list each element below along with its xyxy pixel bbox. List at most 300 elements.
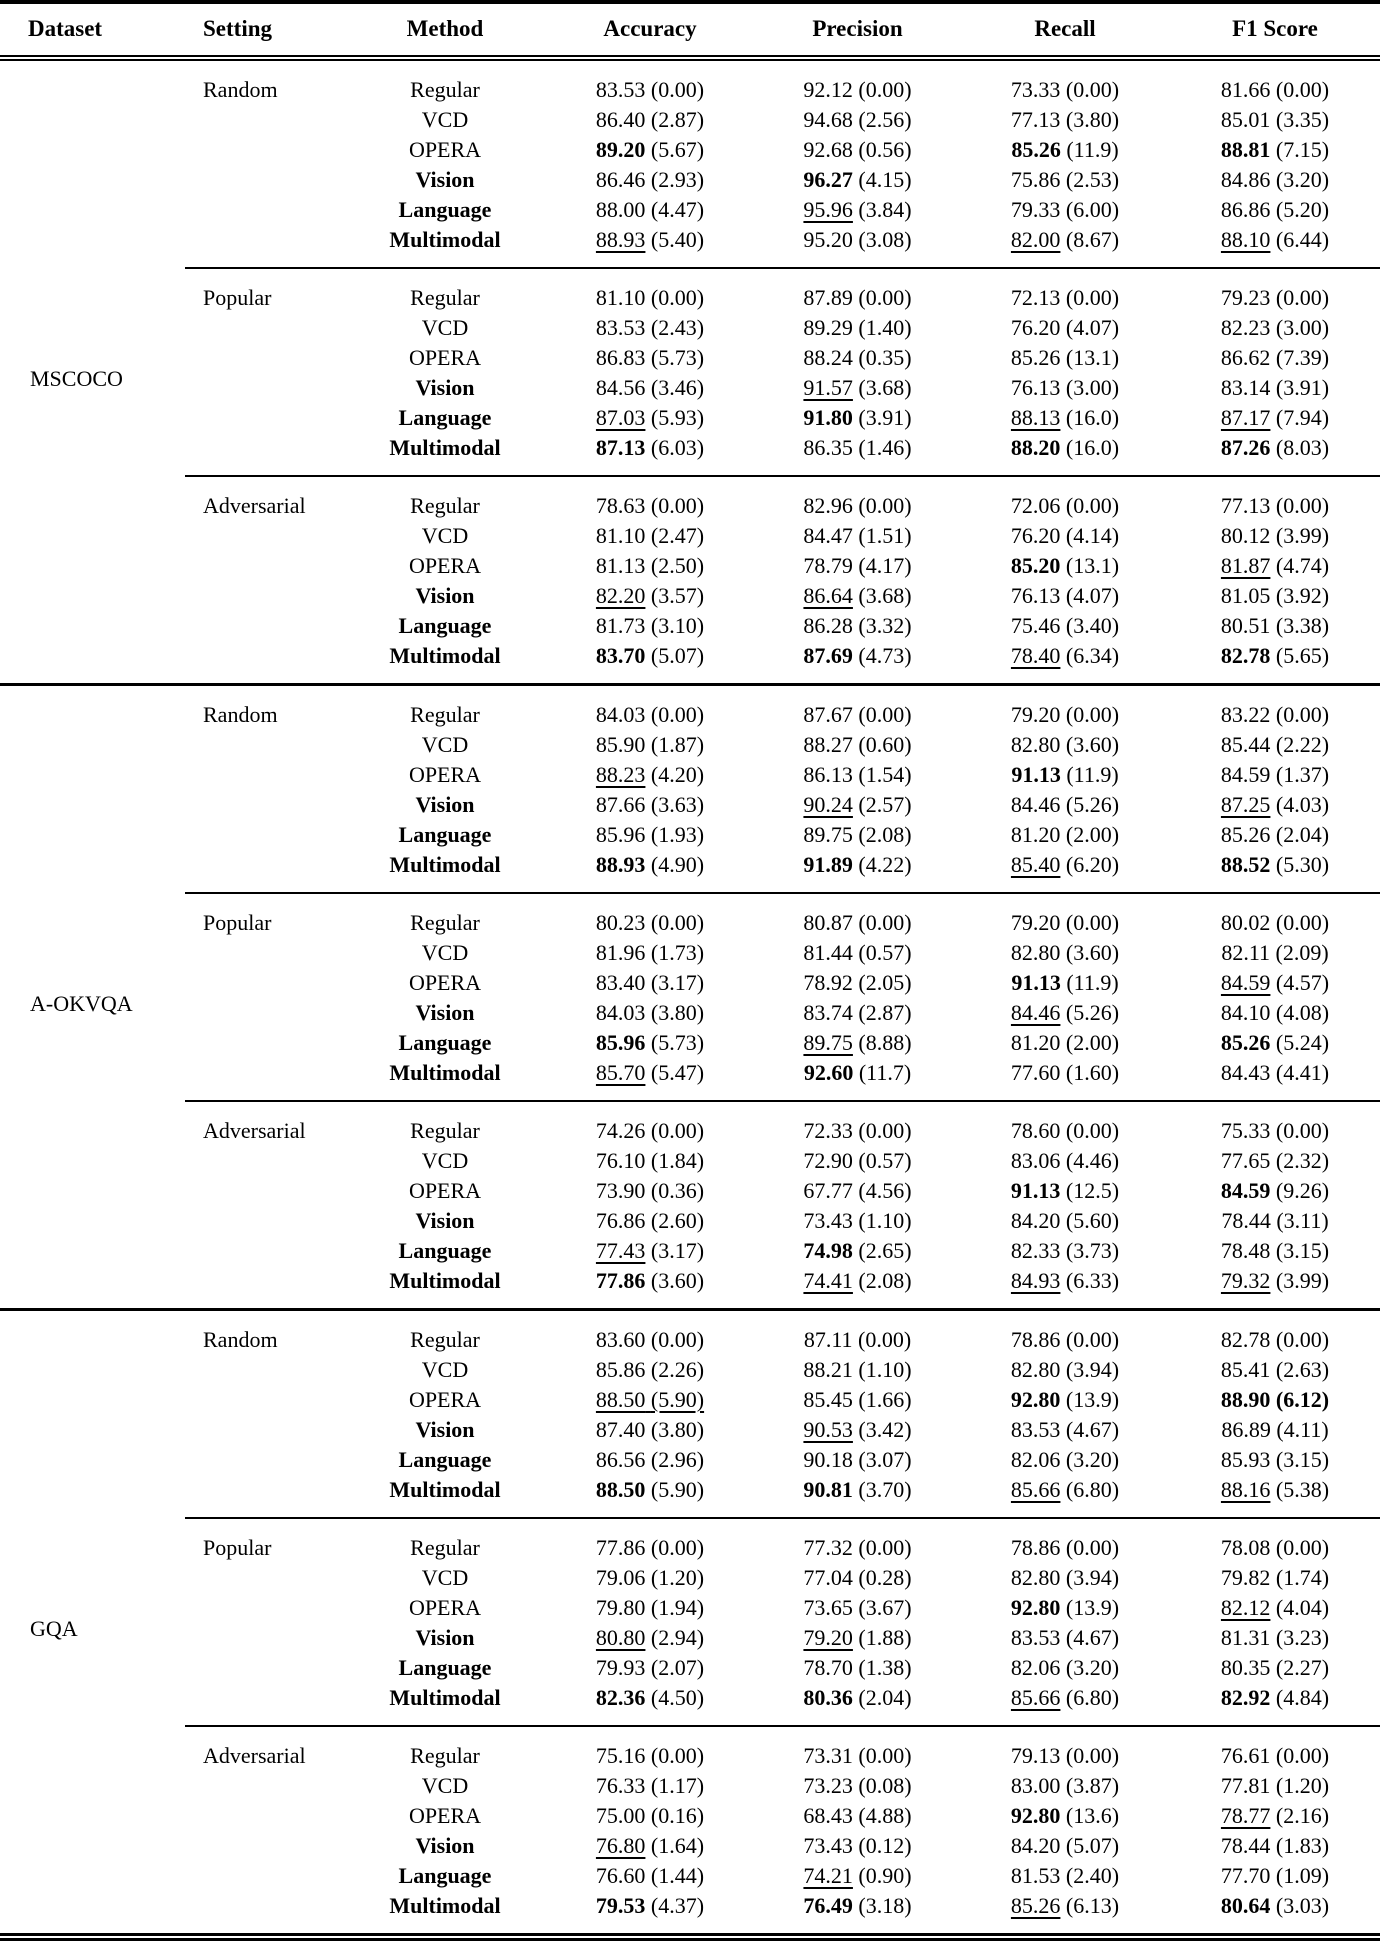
metric-std: (3.20) [1065,1655,1120,1680]
metric-value: 86.56 [595,1447,646,1472]
metric-cell [1170,1266,1380,1310]
metric-std: (4.88) [858,1803,912,1828]
metric-cell [1170,1445,1380,1475]
metric-value: 76.13 [1010,583,1061,608]
metric-cell [545,1831,755,1861]
metric-cell [960,373,1170,403]
metric-value: 82.12 [1220,1595,1271,1620]
metric-cell-text [803,345,911,370]
metric-value: 76.60 [595,1863,646,1888]
method-label-regular: Regular [345,1310,545,1356]
metric-cell [755,373,960,403]
metric-std: (4.84) [1275,1685,1330,1710]
method-label-multimodal: Multimodal [389,643,501,668]
metric-cell [545,165,755,195]
metric-cell [545,1683,755,1726]
metric-value: 90.53 [803,1417,853,1442]
metric-value: 83.14 [1220,375,1271,400]
metric-cell [960,1355,1170,1385]
metric-value: 91.89 [803,852,853,877]
metric-cell [755,1563,960,1593]
method-label-language: Language [398,1030,492,1055]
metric-cell [545,1771,755,1801]
metric-value: 92.80 [1010,1595,1061,1620]
metric-cell [1170,343,1380,373]
metric-value: 89.75 [803,1030,853,1055]
metric-cell [1170,938,1380,968]
metric-cell [1170,1861,1380,1891]
metric-std: (1.54) [858,762,912,787]
metric-cell-text [1011,1060,1119,1085]
metric-std: (3.70) [858,1477,912,1502]
method-label-vision: Vision [415,583,475,608]
method-label-vcd: VCD [421,1773,469,1798]
metric-std: (3.94) [1065,1565,1120,1590]
metric-std: (0.00) [1275,1743,1330,1768]
metric-value: 85.45 [803,1387,853,1412]
metric-std: (4.04) [1275,1595,1330,1620]
metric-cell-text [1011,167,1119,192]
metric-value: 92.12 [803,77,853,102]
metric-cell [755,893,960,938]
metric-cell-text [596,732,704,757]
metric-cell-text [1221,583,1329,608]
metric-value: 81.10 [595,523,646,548]
metric-std: (8.03) [1275,435,1330,460]
metric-value: 74.21 [803,1863,853,1888]
metric-value: 79.23 [1220,285,1271,310]
metric-value: 78.63 [595,493,646,518]
metric-std: (0.00) [650,1743,705,1768]
metric-value: 79.53 [595,1893,646,1918]
metric-value: 78.77 [1220,1803,1271,1828]
metric-std: (5.60) [1065,1208,1120,1233]
metric-cell [960,433,1170,476]
metric-cell-text [803,1447,911,1472]
metric-std: (4.57) [1275,970,1330,995]
metric-cell-text [803,1595,911,1620]
metric-value: 79.32 [1220,1268,1271,1293]
metric-cell [1170,476,1380,521]
metric-value: 82.20 [595,583,646,608]
metric-value: 81.66 [1220,77,1271,102]
metric-value: 86.62 [1220,345,1271,370]
metric-std: (0.00) [650,285,705,310]
metric-std: (1.73) [650,940,705,965]
metric-std: (1.93) [650,822,705,847]
metric-cell-text [1221,227,1329,252]
metric-cell [755,850,960,893]
metric-std: (1.64) [650,1833,705,1858]
method-label-regular: Regular [345,1726,545,1771]
metric-cell [755,1355,960,1385]
metric-cell-text [1221,1000,1329,1025]
metric-value: 86.46 [595,167,646,192]
dataset-label-gqa: GQA [0,1310,185,1938]
metric-cell [960,968,1170,998]
metric-std: (1.10) [858,1208,912,1233]
metric-cell [755,1623,960,1653]
metric-std: (4.90) [650,852,705,877]
metric-value: 84.03 [595,702,646,727]
metric-cell [755,1028,960,1058]
metric-std: (1.17) [650,1773,705,1798]
metric-std: (5.73) [650,1030,705,1055]
metric-cell-text [1221,1655,1329,1680]
metric-cell [545,313,755,343]
metric-value: 73.43 [803,1208,853,1233]
metric-value: 84.20 [1010,1833,1061,1858]
metric-std: (5.07) [1065,1833,1120,1858]
method-label-opera: OPERA [408,553,482,578]
metric-std: (1.38) [858,1655,912,1680]
metric-value: 82.11 [1221,940,1271,965]
method-label-vcd: VCD [421,1148,469,1173]
metric-cell-text [1221,1685,1329,1710]
metric-cell [545,1563,755,1593]
metric-cell-text [1011,77,1119,102]
metric-cell [755,313,960,343]
metric-value: 88.24 [803,345,853,370]
setting-label-random: Random [185,1310,345,1519]
metric-cell-text [1221,493,1329,518]
metric-value: 84.43 [1220,1060,1271,1085]
metric-cell [545,1475,755,1518]
dataset-group-gqa [0,1310,1380,1938]
metric-cell [960,58,1170,105]
metric-cell-text [803,1655,911,1680]
metric-cell-text [596,792,704,817]
metric-cell [755,551,960,581]
metric-cell-text [1221,970,1329,995]
metric-std: (13.9) [1065,1387,1120,1412]
metric-value: 88.00 [595,197,646,222]
metric-cell-text [596,1447,704,1472]
metric-std: (1.46) [858,435,912,460]
metric-cell-text [1011,1685,1119,1710]
metric-std: (0.00) [858,1118,912,1143]
metric-value: 73.23 [803,1773,853,1798]
metric-cell [755,1310,960,1356]
metric-cell [545,1385,755,1415]
metric-cell [1170,225,1380,268]
metric-cell-text [1011,227,1119,252]
metric-std: (0.00) [858,285,912,310]
metric-cell [960,165,1170,195]
metric-cell [755,760,960,790]
metric-cell [755,476,960,521]
metric-cell-text [1011,1000,1119,1025]
metric-cell-text [596,613,704,638]
metric-cell [960,1415,1170,1445]
metric-value: 79.93 [595,1655,646,1680]
metric-cell [960,1623,1170,1653]
metric-value: 85.86 [595,1357,646,1382]
metric-std: (5.38) [1275,1477,1330,1502]
metric-cell [1170,1355,1380,1385]
metric-std: (1.10) [858,1357,912,1382]
metric-cell [1170,521,1380,551]
metric-cell [960,476,1170,521]
metric-std: (0.00) [858,77,912,102]
metric-cell-text [596,493,704,518]
metric-cell-text [803,1535,911,1560]
metric-value: 75.46 [1010,613,1061,638]
metric-value: 76.80 [595,1833,646,1858]
metric-std: (0.00) [1275,285,1330,310]
metric-cell-text [596,1060,704,1085]
metric-std: (1.66) [858,1387,912,1412]
metric-cell-text [1011,1565,1119,1590]
metric-cell-text [1011,1357,1119,1382]
metric-value: 88.50 [595,1387,646,1412]
metric-value: 86.64 [803,583,853,608]
metric-std: (6.44) [1275,227,1330,252]
metric-std: (3.15) [1275,1447,1330,1472]
metric-value: 82.96 [803,493,853,518]
table-header [0,2,1380,58]
metric-std: (3.91) [1275,375,1330,400]
column-header-setting: Setting [185,2,345,58]
metric-value: 82.36 [595,1685,646,1710]
method-label-language: Language [398,405,492,430]
metric-cell [755,1176,960,1206]
metric-cell [1170,760,1380,790]
metric-cell [755,1518,960,1563]
metric-std: (1.09) [1275,1863,1330,1888]
metric-cell [1170,1310,1380,1356]
metric-std: (0.00) [650,493,705,518]
metric-std: (4.50) [650,1685,705,1710]
method-label-vision: Vision [415,792,475,817]
metric-std: (0.00) [858,1535,912,1560]
metric-value: 87.17 [1220,405,1271,430]
metric-value: 82.06 [1010,1655,1061,1680]
metric-cell-text [1221,435,1329,460]
metric-cell [755,225,960,268]
metric-cell-text [596,315,704,340]
metric-std: (7.15) [1275,137,1330,162]
metric-cell [755,611,960,641]
metric-cell-text [1221,1743,1329,1768]
metric-value: 86.89 [1221,1417,1271,1442]
metric-cell [960,611,1170,641]
metric-cell [545,581,755,611]
metric-cell-text [1221,1268,1329,1293]
metric-cell [545,1146,755,1176]
metric-cell [960,1310,1170,1356]
metric-cell [960,1101,1170,1146]
metric-std: (5.26) [1065,1000,1120,1025]
metric-std: (0.00) [1275,910,1330,935]
metric-std: (3.11) [1276,1208,1329,1233]
metric-cell [1170,1653,1380,1683]
metric-std: (3.99) [1275,523,1330,548]
metric-cell-text [1011,285,1119,310]
metric-std: (3.57) [650,583,705,608]
metric-cell [1170,373,1380,403]
metric-value: 73.90 [595,1178,646,1203]
metric-std: (12.5) [1065,1178,1120,1203]
metric-value: 92.60 [803,1060,854,1085]
metric-cell-text [1011,1238,1119,1263]
method-label-vision: Vision [415,1208,475,1233]
metric-value: 80.64 [1220,1893,1271,1918]
metric-cell [960,1861,1170,1891]
metric-std: (9.26) [1275,1178,1330,1203]
metric-cell [960,1206,1170,1236]
metric-std: (5.47) [650,1060,705,1085]
metric-cell [1170,1236,1380,1266]
metric-value: 85.44 [1220,732,1271,757]
metric-cell-text [1011,375,1119,400]
metric-cell-text [803,1208,911,1233]
metric-std: (6.80) [1065,1685,1120,1710]
metric-value: 83.22 [1220,702,1271,727]
metric-value: 83.53 [1010,1417,1061,1442]
metric-cell-text [803,1000,911,1025]
metric-cell [1170,1385,1380,1415]
metric-std: (16.0) [1065,405,1120,430]
metric-cell-text [803,583,911,608]
metric-cell [1170,195,1380,225]
metric-cell [545,373,755,403]
method-label-language: Language [398,197,492,222]
metric-cell [960,1891,1170,1937]
metric-std: (2.57) [858,792,912,817]
metric-std: (3.38) [1275,613,1330,638]
metric-cell [960,551,1170,581]
metric-value: 78.86 [1010,1327,1061,1352]
metric-value: 86.40 [595,107,646,132]
metric-value: 91.57 [803,375,853,400]
metric-value: 88.21 [803,1357,853,1382]
metric-cell-text [596,1327,704,1352]
metric-cell-text [596,107,704,132]
metric-cell [755,1101,960,1146]
metric-cell-text [803,1625,911,1650]
metric-value: 83.70 [595,643,646,668]
metric-std: (3.35) [1275,107,1330,132]
metric-cell [960,1726,1170,1771]
metric-cell [1170,433,1380,476]
metric-value: 89.75 [803,822,853,847]
metric-cell [545,1058,755,1101]
metric-cell-text [803,910,911,935]
metric-cell-text [596,1625,704,1650]
metric-std: (0.35) [858,345,912,370]
metric-cell [545,1355,755,1385]
metric-std: (4.22) [858,852,912,877]
metric-cell [1170,105,1380,135]
metric-value: 81.31 [1220,1625,1271,1650]
metric-cell [960,1058,1170,1101]
metric-cell [1170,403,1380,433]
table-row [0,476,1380,521]
setting-label-adversarial: Adversarial [185,476,345,685]
metric-value: 91.13 [1011,762,1061,787]
method-label-language: Language [398,1238,492,1263]
metric-cell [545,1518,755,1563]
metric-cell-text [596,940,704,965]
metric-cell-text [803,1893,911,1918]
dataset-group-a-okvqa [0,685,1380,1310]
metric-cell [960,820,1170,850]
metric-cell [960,893,1170,938]
metric-cell-text [803,435,911,460]
metric-cell [755,1266,960,1310]
metric-value: 85.70 [595,1060,646,1085]
metric-std: (3.84) [858,197,912,222]
metric-std: (11.9) [1066,137,1119,162]
metric-std: (5.07) [650,643,705,668]
metric-std: (11.9) [1066,762,1119,787]
metric-std: (13.1) [1065,553,1120,578]
metric-cell [755,1891,960,1937]
metric-value: 80.02 [1220,910,1271,935]
metric-cell [545,1593,755,1623]
method-label-language: Language [398,1863,492,1888]
metric-cell-text [1221,1118,1329,1143]
metric-std: (3.23) [1275,1625,1330,1650]
metric-cell [960,1266,1170,1310]
metric-cell-text [596,1685,704,1710]
metric-cell-text [803,1773,911,1798]
table-row [0,1101,1380,1146]
metric-cell-text [803,1743,911,1768]
metric-cell-text [596,1148,704,1173]
metric-cell-text [1221,1208,1328,1233]
metric-cell [1170,968,1380,998]
metric-cell [545,1236,755,1266]
metric-cell-text [803,1238,911,1263]
metric-std: (6.03) [650,435,705,460]
metric-cell-text [1011,1148,1119,1173]
metric-cell-text [1011,822,1119,847]
metric-cell-text [1011,702,1119,727]
metric-cell-text [803,1565,911,1590]
metric-cell-text [803,940,911,965]
metric-std: (2.60) [650,1208,705,1233]
metric-cell [755,1831,960,1861]
metric-cell [755,998,960,1028]
metric-value: 87.67 [803,702,853,727]
method-label-multimodal: Multimodal [389,1268,501,1293]
metric-cell [960,1771,1170,1801]
metric-value: 82.80 [1010,1357,1061,1382]
metric-cell [1170,611,1380,641]
metric-cell-text [804,1327,911,1352]
metric-value: 84.10 [1220,1000,1271,1025]
metric-std: (3.17) [650,970,705,995]
metric-cell-text [1221,1357,1329,1382]
metric-cell-text [1221,643,1329,668]
metric-cell [545,641,755,685]
metric-cell [545,1623,755,1653]
metric-std: (0.57) [858,940,912,965]
metric-cell [545,476,755,521]
metric-std: (3.99) [1275,1268,1330,1293]
metric-std: (4.73) [858,643,912,668]
metric-value: 85.41 [1220,1357,1271,1382]
metric-cell [960,403,1170,433]
metric-cell-text [1221,1893,1329,1918]
metric-std: (4.08) [1275,1000,1330,1025]
table-row [0,1726,1380,1771]
method-label-vision: Vision [415,167,475,192]
metric-std: (3.87) [1065,1773,1120,1798]
metric-std: (2.50) [650,553,705,578]
